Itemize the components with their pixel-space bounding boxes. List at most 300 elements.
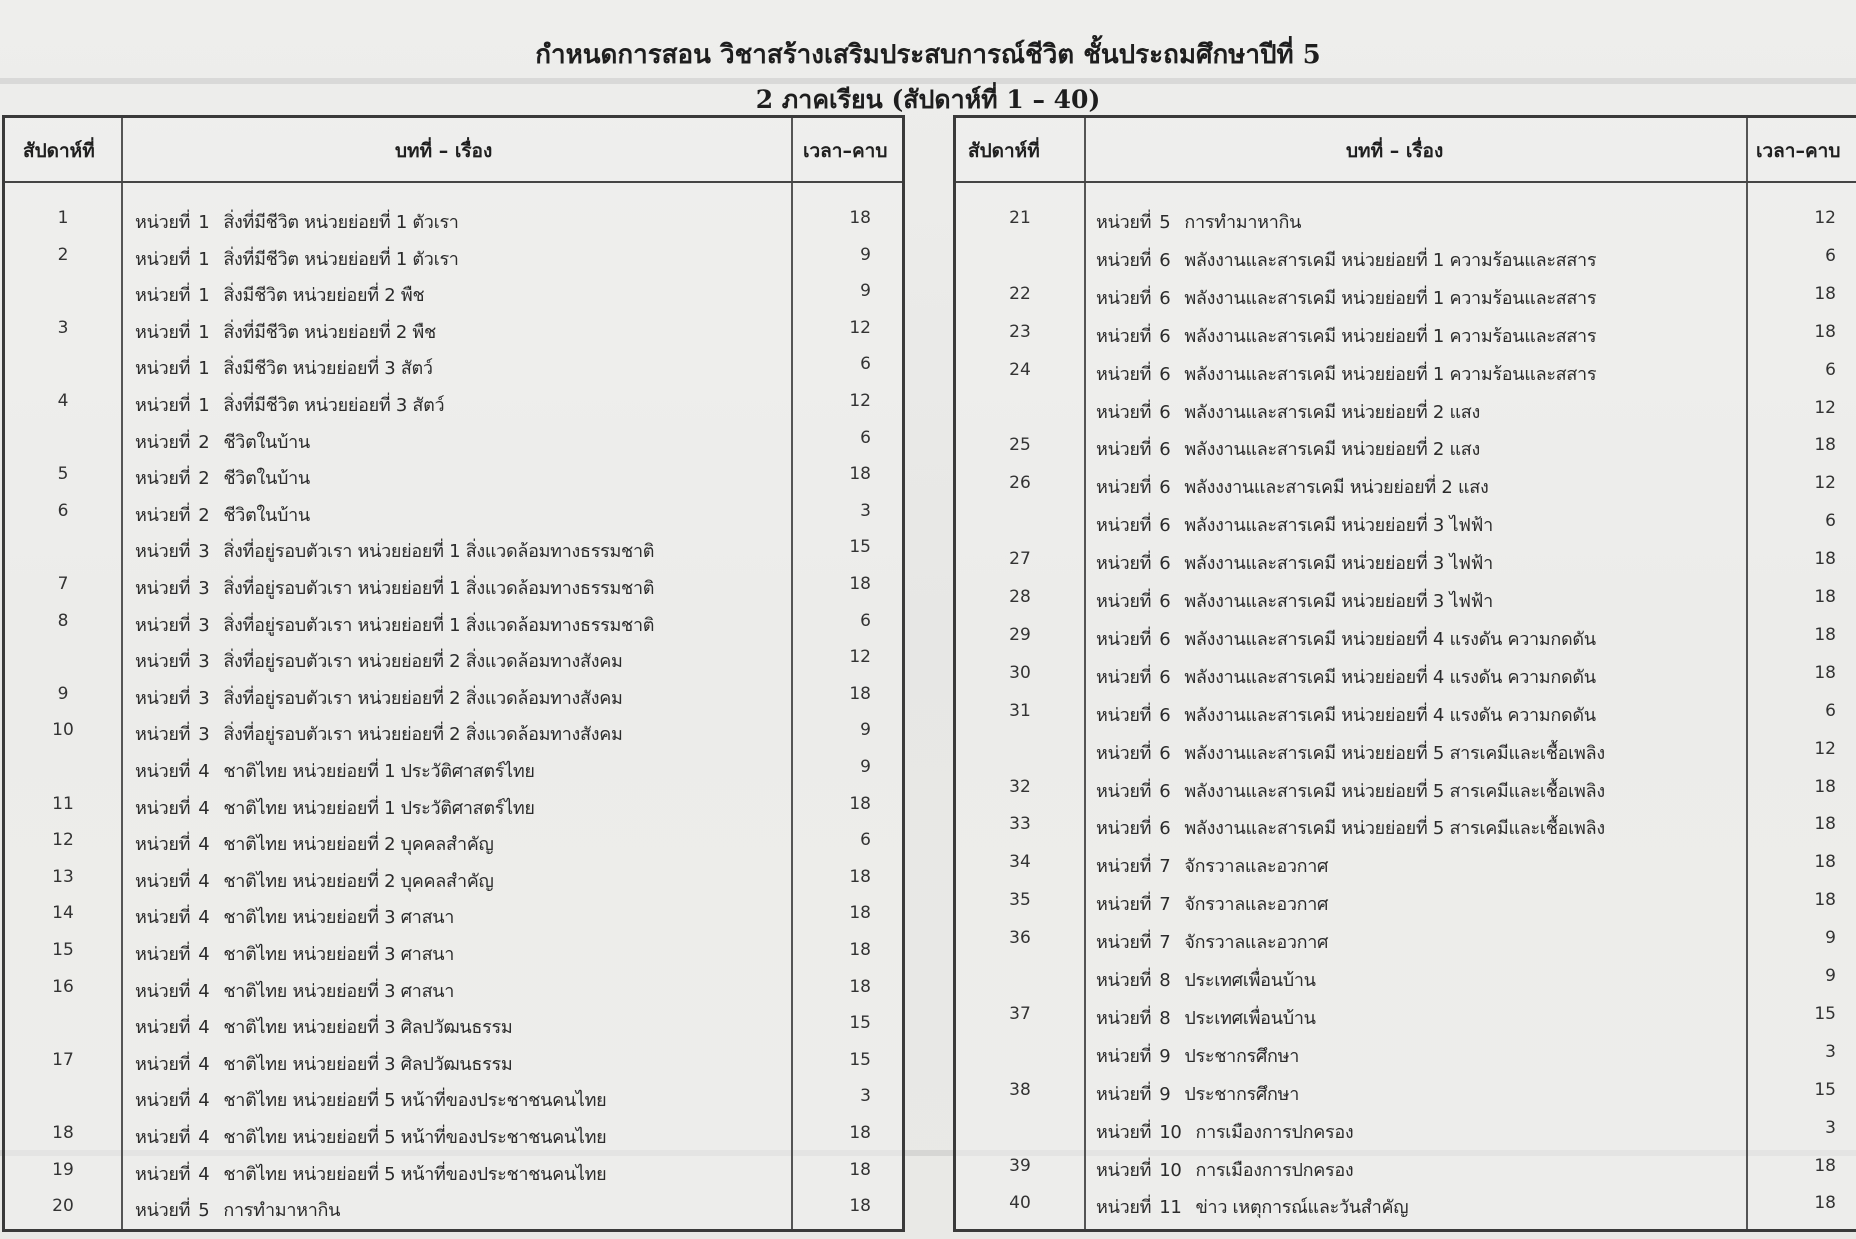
- week-number: 34: [1009, 852, 1031, 873]
- hours-value: 18: [1814, 814, 1836, 835]
- week-number: 23: [1009, 321, 1031, 342]
- week-number: 40: [1009, 1193, 1031, 1214]
- header-divider: [5, 181, 902, 183]
- unit-number: 4: [198, 1017, 210, 1039]
- unit-label: หน่วยที่: [135, 1017, 191, 1039]
- unit-label: หน่วยที่: [135, 248, 191, 270]
- unit-label: หน่วยที่: [135, 907, 191, 929]
- topic-cell: [1096, 283, 1596, 312]
- table-row: [956, 884, 1856, 920]
- unit-number: 8: [1159, 970, 1171, 991]
- topic-cell: [1096, 1192, 1408, 1221]
- topic-cell: [1096, 510, 1493, 539]
- table-row: [5, 751, 902, 787]
- week-number: 7: [57, 574, 69, 594]
- topic-text: พลังงานและสารเคมี หน่วยย่อยที่ 1 ความร้อนและสสาร: [1184, 249, 1597, 271]
- unit-number: 6: [1159, 553, 1171, 575]
- hours-value: 18: [849, 1196, 871, 1217]
- unit-number: 4: [198, 907, 210, 929]
- week-number: 31: [1009, 700, 1031, 721]
- topic-cell: [135, 939, 454, 968]
- hours-value: 12: [849, 391, 871, 411]
- topic-text: สิ่งที่อยู่รอบตัวเรา หน่วยย่อยที่ 1 สิ่งแวดล้อมทางธรรมชาติ: [223, 541, 655, 563]
- unit-label: หน่วยที่: [1096, 742, 1152, 764]
- topic-cell: [135, 244, 459, 273]
- topic-cell: [1096, 965, 1316, 994]
- unit-label: หน่วยที่: [1096, 970, 1152, 991]
- unit-label: หน่วยที่: [135, 651, 191, 673]
- unit-label: หน่วยที่: [1096, 704, 1152, 726]
- unit-label: หน่วยที่: [135, 980, 191, 1002]
- week-number: 6: [57, 500, 69, 521]
- table-row: [5, 971, 902, 1007]
- topic-text: สิ่งที่อยู่รอบตัวเรา หน่วยย่อยที่ 2 สิ่งแวดล้อมทางสังคม: [223, 651, 623, 673]
- topic-text: ชาติไทย หน่วยย่อยที่ 3 ศิลปวัฒนธรรม: [223, 1053, 513, 1075]
- week-number: 30: [1009, 662, 1031, 683]
- hours-value: 18: [849, 464, 871, 485]
- table-row: [956, 429, 1856, 465]
- week-number: 5: [57, 464, 69, 485]
- topic-cell: [1096, 548, 1493, 577]
- unit-number: 6: [1159, 325, 1171, 347]
- topic-text: ประเทศเพื่อนบ้าน: [1184, 1007, 1316, 1029]
- topic-cell: [135, 719, 623, 748]
- table-row: [956, 392, 1856, 428]
- table-row: [956, 657, 1856, 693]
- topic-cell: [1096, 700, 1596, 729]
- topic-text: พลังงานและสารเคมี หน่วยย่อยที่ 1 ความร้อนและสสาร: [1184, 325, 1597, 347]
- topic-text: ประชากรศึกษา: [1184, 1083, 1300, 1105]
- unit-label: หน่วยที่: [135, 687, 191, 709]
- unit-number: 4: [198, 797, 210, 819]
- hours-value: 9: [860, 244, 871, 265]
- unit-label: หน่วยที่: [135, 614, 191, 636]
- topic-text: สิ่งที่อยู่รอบตัวเรา หน่วยย่อยที่ 2 สิ่งแวดล้อมทางสังคม: [223, 687, 623, 709]
- unit-number: 6: [1159, 363, 1171, 385]
- header-week: สัปดาห์ที่: [23, 140, 95, 162]
- topic-text: ชีวิตในบ้าน: [223, 431, 310, 453]
- table-row: [5, 385, 902, 421]
- week-number: 35: [1009, 890, 1031, 911]
- unit-label: หน่วยที่: [1096, 894, 1152, 916]
- unit-number: 3: [198, 651, 210, 673]
- table-row: [5, 824, 902, 860]
- topic-cell: [135, 1159, 606, 1188]
- topic-text: พลังงานและสารเคมี หน่วยย่อยที่ 1 ความร้อนและสสาร: [1184, 363, 1597, 385]
- table-row: [5, 934, 902, 970]
- topic-cell: [1096, 1117, 1353, 1146]
- unit-number: 4: [198, 1053, 210, 1075]
- hours-value: 18: [1814, 1155, 1836, 1176]
- unit-number: 5: [1159, 212, 1171, 233]
- table-row: [956, 846, 1856, 882]
- table-row: [956, 316, 1856, 352]
- unit-label: หน่วยที่: [1096, 363, 1152, 385]
- unit-number: 6: [1159, 742, 1171, 764]
- unit-number: 7: [1159, 856, 1171, 878]
- week-number: 3: [57, 317, 69, 338]
- table-row: [956, 695, 1856, 731]
- hours-value: 6: [1825, 245, 1836, 266]
- hours-value: 18: [849, 866, 871, 887]
- table-row: [5, 348, 902, 384]
- unit-number: 7: [1159, 894, 1171, 916]
- topic-cell: [1096, 738, 1605, 767]
- hours-value: 18: [849, 940, 871, 960]
- unit-label: หน่วยที่: [135, 504, 191, 526]
- topic-text: พลังงานและสารเคมี หน่วยย่อยที่ 2 แสง: [1184, 401, 1480, 423]
- hours-value: 12: [849, 647, 871, 668]
- topic-cell: [135, 427, 310, 456]
- table-row: [5, 1190, 902, 1226]
- hours-value: 3: [860, 500, 871, 521]
- table-row: [956, 1074, 1856, 1110]
- unit-number: 6: [1159, 515, 1171, 537]
- header-week: สัปดาห์ที่: [968, 140, 1040, 162]
- topic-cell: [1096, 245, 1596, 274]
- table-row: [956, 998, 1856, 1034]
- hours-value: 6: [860, 830, 871, 851]
- topic-text: พลังงานและสารเคมี หน่วยย่อยที่ 5 สารเคมีและเชื้อเพลิง: [1184, 780, 1605, 802]
- topic-cell: [1096, 359, 1596, 388]
- topic-text: สิ่งที่มีชีวิต หน่วยย่อยที่ 2 พืช: [223, 321, 436, 343]
- unit-label: หน่วยที่: [1096, 780, 1152, 802]
- unit-label: หน่วยที่: [135, 1163, 191, 1185]
- topic-text: พลังงานและสารเคมี หน่วยย่อยที่ 2 แสง: [1184, 439, 1480, 461]
- topic-text: พลังงานและสารเคมี หน่วยย่อยที่ 5 สารเคมีและเชื้อเพลิง: [1184, 818, 1605, 840]
- unit-label: หน่วยที่: [1096, 666, 1152, 688]
- topic-cell: [135, 1195, 340, 1224]
- week-number: 21: [1009, 208, 1031, 228]
- topic-text: ข่าว เหตุการณ์และวันสำคัญ: [1195, 1197, 1409, 1219]
- unit-number: 3: [198, 724, 210, 746]
- unit-label: หน่วยที่: [135, 468, 191, 490]
- unit-number: 10: [1159, 1159, 1182, 1181]
- unit-number: 6: [1159, 704, 1171, 726]
- unit-label: หน่วยที่: [135, 395, 191, 416]
- week-number: 39: [1009, 1155, 1031, 1176]
- unit-number: 4: [198, 761, 210, 782]
- unit-label: หน่วยที่: [135, 1090, 191, 1112]
- topic-text: สิ่งที่มีชีวิต หน่วยย่อยที่ 1 ตัวเรา: [223, 248, 459, 270]
- topic-text: ประชากรศึกษา: [1184, 1045, 1300, 1067]
- unit-number: 6: [1159, 401, 1171, 423]
- table-row: [5, 495, 902, 531]
- unit-label: หน่วยที่: [1096, 1083, 1152, 1105]
- table-row: [956, 278, 1856, 314]
- header-divider: [956, 181, 1856, 183]
- unit-label: หน่วยที่: [1096, 818, 1152, 840]
- header-hours: เวลา–คาบ: [1756, 140, 1841, 162]
- unit-number: 10: [1159, 1121, 1182, 1143]
- topic-cell: [1096, 1003, 1316, 1032]
- topic-cell: [1096, 472, 1488, 501]
- table-row: [956, 467, 1856, 503]
- unit-number: 1: [198, 321, 210, 343]
- topic-cell: [135, 280, 424, 309]
- topic-text: ชาติไทย หน่วยย่อยที่ 2 บุคคลสำคัญ: [223, 870, 494, 892]
- topic-text: พลังงงานและสารเคมี หน่วยย่อยที่ 2 แสง: [1184, 477, 1489, 499]
- table-row: [956, 240, 1856, 276]
- week-number: 33: [1009, 814, 1031, 835]
- topic-cell: [135, 829, 494, 858]
- week-number: 32: [1009, 776, 1031, 797]
- unit-number: 2: [198, 468, 210, 490]
- topic-text: พลังงานและสารเคมี หน่วยย่อยที่ 3 ไฟฟ้า: [1184, 515, 1493, 537]
- table-row: [956, 543, 1856, 579]
- week-number: 9: [57, 683, 69, 704]
- topic-cell: [135, 500, 310, 529]
- table-row: [5, 531, 902, 567]
- week-number: 22: [1009, 283, 1031, 304]
- header-topic: บทที่ – เรื่อง: [1346, 140, 1444, 162]
- unit-number: 5: [198, 1200, 210, 1222]
- week-number: 12: [52, 830, 74, 851]
- table-row: [956, 733, 1856, 769]
- week-number: 16: [52, 976, 74, 997]
- hours-value: 18: [1814, 321, 1836, 342]
- hours-value: 15: [1814, 1003, 1836, 1024]
- topic-cell: [135, 646, 623, 675]
- topic-cell: [1096, 662, 1596, 691]
- unit-label: หน่วยที่: [1096, 1159, 1152, 1181]
- unit-number: 3: [198, 687, 210, 709]
- table-row: [956, 505, 1856, 541]
- table-row: [956, 771, 1856, 807]
- hours-value: 6: [1825, 700, 1836, 721]
- week-number: 8: [57, 610, 69, 631]
- table-row: [956, 1150, 1856, 1186]
- topic-cell: [1096, 624, 1596, 653]
- topic-text: พลังงานและสารเคมี หน่วยย่อยที่ 3 ไฟฟ้า: [1184, 553, 1493, 575]
- unit-label: หน่วยที่: [1096, 439, 1152, 461]
- topic-text: จักรวาลและอวกาศ: [1184, 894, 1329, 916]
- table-row: [5, 1117, 902, 1153]
- unit-label: หน่วยที่: [1096, 628, 1152, 650]
- hours-value: 6: [860, 610, 871, 631]
- week-number: 4: [57, 391, 69, 411]
- hours-value: 12: [1814, 208, 1836, 228]
- hours-value: 18: [849, 903, 871, 924]
- table-row: [956, 808, 1856, 844]
- hours-value: 18: [1814, 662, 1836, 683]
- week-number: 2: [57, 244, 69, 265]
- unit-number: 4: [198, 870, 210, 892]
- table-row: [956, 1112, 1856, 1148]
- topic-cell: [1096, 207, 1301, 236]
- table-row: [5, 1154, 902, 1190]
- unit-number: 1: [198, 212, 210, 233]
- unit-label: หน่วยที่: [1096, 553, 1152, 575]
- table-row: [5, 714, 902, 750]
- table-row: [5, 861, 902, 897]
- unit-number: 6: [1159, 666, 1171, 688]
- week-number: 20: [52, 1196, 74, 1217]
- topic-text: การทำมาหากิน: [223, 1200, 341, 1222]
- unit-number: 2: [198, 431, 210, 453]
- hours-value: 12: [1814, 738, 1836, 759]
- hours-value: 9: [860, 281, 871, 302]
- hours-value: 9: [860, 720, 871, 741]
- week-number: 29: [1009, 624, 1031, 645]
- topic-text: สิ่งที่มีชีวิต หน่วยย่อยที่ 3 สัตว์: [223, 395, 445, 416]
- hours-value: 15: [849, 1049, 871, 1070]
- topic-cell: [135, 390, 444, 419]
- unit-label: หน่วยที่: [1096, 1197, 1152, 1219]
- topic-cell: [135, 207, 459, 236]
- header-topic: บทที่ – เรื่อง: [395, 140, 493, 162]
- topic-text: สิ่งที่อยู่รอบตัวเรา หน่วยย่อยที่ 1 สิ่งแวดล้อมทางธรรมชาติ: [223, 614, 655, 636]
- unit-number: 6: [1159, 818, 1171, 840]
- unit-number: 1: [198, 395, 210, 416]
- hours-value: 6: [860, 354, 871, 375]
- topic-text: ชาติไทย หน่วยย่อยที่ 1 ประวัติศาสตร์ไทย: [223, 761, 535, 782]
- table-row: [5, 568, 902, 604]
- unit-number: 6: [1159, 780, 1171, 802]
- table-row: [5, 641, 902, 677]
- unit-number: 1: [198, 248, 210, 270]
- topic-cell: [135, 1049, 512, 1078]
- topic-cell: [1096, 776, 1605, 805]
- table-row: [956, 1036, 1856, 1072]
- unit-label: หน่วยที่: [135, 321, 191, 343]
- topic-cell: [135, 610, 654, 639]
- topic-text: ชาติไทย หน่วยย่อยที่ 1 ประวัติศาสตร์ไทย: [223, 797, 535, 819]
- unit-number: 4: [198, 1163, 210, 1185]
- unit-number: 4: [198, 1127, 210, 1148]
- topic-cell: [1096, 1079, 1299, 1108]
- unit-number: 1: [198, 285, 210, 307]
- topic-text: จักรวาลและอวกาศ: [1184, 932, 1329, 954]
- hours-value: 18: [1814, 890, 1836, 911]
- unit-label: หน่วยที่: [135, 1127, 191, 1148]
- topic-text: พลังงานและสารเคมี หน่วยย่อยที่ 4 แรงดัน ความกดดัน: [1184, 628, 1596, 650]
- week-number: 17: [52, 1049, 74, 1070]
- unit-number: 7: [1159, 932, 1171, 954]
- table-row: [5, 239, 902, 275]
- unit-label: หน่วยที่: [135, 541, 191, 563]
- hours-value: 18: [1814, 549, 1836, 570]
- unit-label: หน่วยที่: [1096, 249, 1152, 271]
- unit-label: หน่วยที่: [1096, 932, 1152, 954]
- hours-value: 18: [849, 683, 871, 704]
- hours-value: 18: [1814, 1193, 1836, 1214]
- unit-number: 9: [1159, 1045, 1171, 1067]
- topic-cell: [135, 866, 494, 895]
- hours-value: 18: [1814, 852, 1836, 873]
- unit-number: 3: [198, 578, 210, 599]
- topic-text: พลังงานและสารเคมี หน่วยย่อยที่ 5 สารเคมีและเชื้อเพลิง: [1184, 742, 1605, 764]
- unit-number: 1: [198, 358, 210, 380]
- table-row: [956, 619, 1856, 655]
- unit-label: หน่วยที่: [1096, 856, 1152, 878]
- hours-value: 3: [860, 1086, 871, 1107]
- hours-value: 18: [849, 1159, 871, 1180]
- topic-cell: [135, 902, 454, 931]
- unit-label: หน่วยที่: [135, 724, 191, 746]
- hours-value: 12: [1814, 397, 1836, 418]
- unit-label: หน่วยที่: [135, 944, 191, 965]
- unit-label: หน่วยที่: [1096, 1045, 1152, 1067]
- unit-label: หน่วยที่: [135, 431, 191, 453]
- week-number: 36: [1009, 928, 1031, 949]
- topic-text: ชาติไทย หน่วยย่อยที่ 3 ศาสนา: [223, 907, 455, 929]
- unit-number: 3: [198, 614, 210, 636]
- topic-cell: [1096, 321, 1596, 350]
- table-row: [956, 922, 1856, 958]
- topic-text: การทำมาหากิน: [1184, 212, 1302, 233]
- unit-number: 6: [1159, 591, 1171, 612]
- table-row: [956, 581, 1856, 617]
- topic-cell: [135, 756, 535, 785]
- table-row: [5, 1044, 902, 1080]
- header-hours: เวลา–คาบ: [803, 140, 888, 162]
- unit-number: 4: [198, 834, 210, 856]
- week-number: 10: [52, 720, 74, 741]
- hours-value: 3: [1825, 1117, 1836, 1138]
- unit-number: 2: [198, 504, 210, 526]
- table-row: [5, 678, 902, 714]
- unit-label: หน่วยที่: [135, 212, 191, 233]
- unit-label: หน่วยที่: [135, 870, 191, 892]
- unit-number: 11: [1159, 1197, 1182, 1219]
- hours-value: 15: [849, 1013, 871, 1034]
- table-row: [956, 354, 1856, 390]
- week-number: 18: [52, 1123, 74, 1143]
- topic-text: ชีวิตในบ้าน: [223, 504, 310, 526]
- topic-cell: [135, 976, 454, 1005]
- topic-cell: [1096, 889, 1328, 918]
- unit-number: 6: [1159, 287, 1171, 309]
- topic-text: พลังงานและสารเคมี หน่วยย่อยที่ 4 แรงดัน ความกดดัน: [1184, 704, 1596, 726]
- week-number: 26: [1009, 473, 1031, 494]
- unit-label: หน่วยที่: [135, 285, 191, 307]
- topic-text: จักรวาลและอวกาศ: [1184, 856, 1329, 878]
- week-number: 24: [1009, 359, 1031, 380]
- topic-text: ชาติไทย หน่วยย่อยที่ 2 บุคคลสำคัญ: [223, 834, 494, 856]
- topic-text: ชาติไทย หน่วยย่อยที่ 5 หน้าที่ของประชาชนคนไทย: [223, 1127, 607, 1148]
- hours-value: 6: [1825, 359, 1836, 380]
- topic-cell: [1096, 927, 1328, 956]
- topic-cell: [135, 353, 433, 382]
- week-number: 38: [1009, 1079, 1031, 1100]
- unit-number: 6: [1159, 628, 1171, 650]
- topic-text: ชาติไทย หน่วยย่อยที่ 5 หน้าที่ของประชาชนคนไทย: [223, 1163, 607, 1185]
- schedule-table-left: [2, 115, 905, 1232]
- hours-value: 3: [1825, 1041, 1836, 1062]
- topic-cell: [135, 1012, 512, 1041]
- schedule-table-right: [953, 115, 1856, 1232]
- table-row: [5, 275, 902, 311]
- week-number: 27: [1009, 549, 1031, 570]
- hours-value: 6: [860, 427, 871, 448]
- unit-number: 4: [198, 1090, 210, 1112]
- unit-label: หน่วยที่: [1096, 591, 1152, 612]
- topic-text: ชาติไทย หน่วยย่อยที่ 3 ศาสนา: [223, 944, 455, 965]
- topic-cell: [1096, 851, 1328, 880]
- unit-number: 9: [1159, 1083, 1171, 1105]
- table-row: [5, 422, 902, 458]
- topic-cell: [1096, 586, 1493, 615]
- topic-cell: [1096, 813, 1605, 842]
- unit-label: หน่วยที่: [135, 1200, 191, 1222]
- unit-label: หน่วยที่: [135, 797, 191, 819]
- hours-value: 18: [849, 793, 871, 814]
- table-row: [956, 960, 1856, 996]
- topic-text: การเมืองการปกครอง: [1195, 1159, 1354, 1181]
- unit-number: 4: [198, 980, 210, 1002]
- topic-cell: [1096, 397, 1480, 426]
